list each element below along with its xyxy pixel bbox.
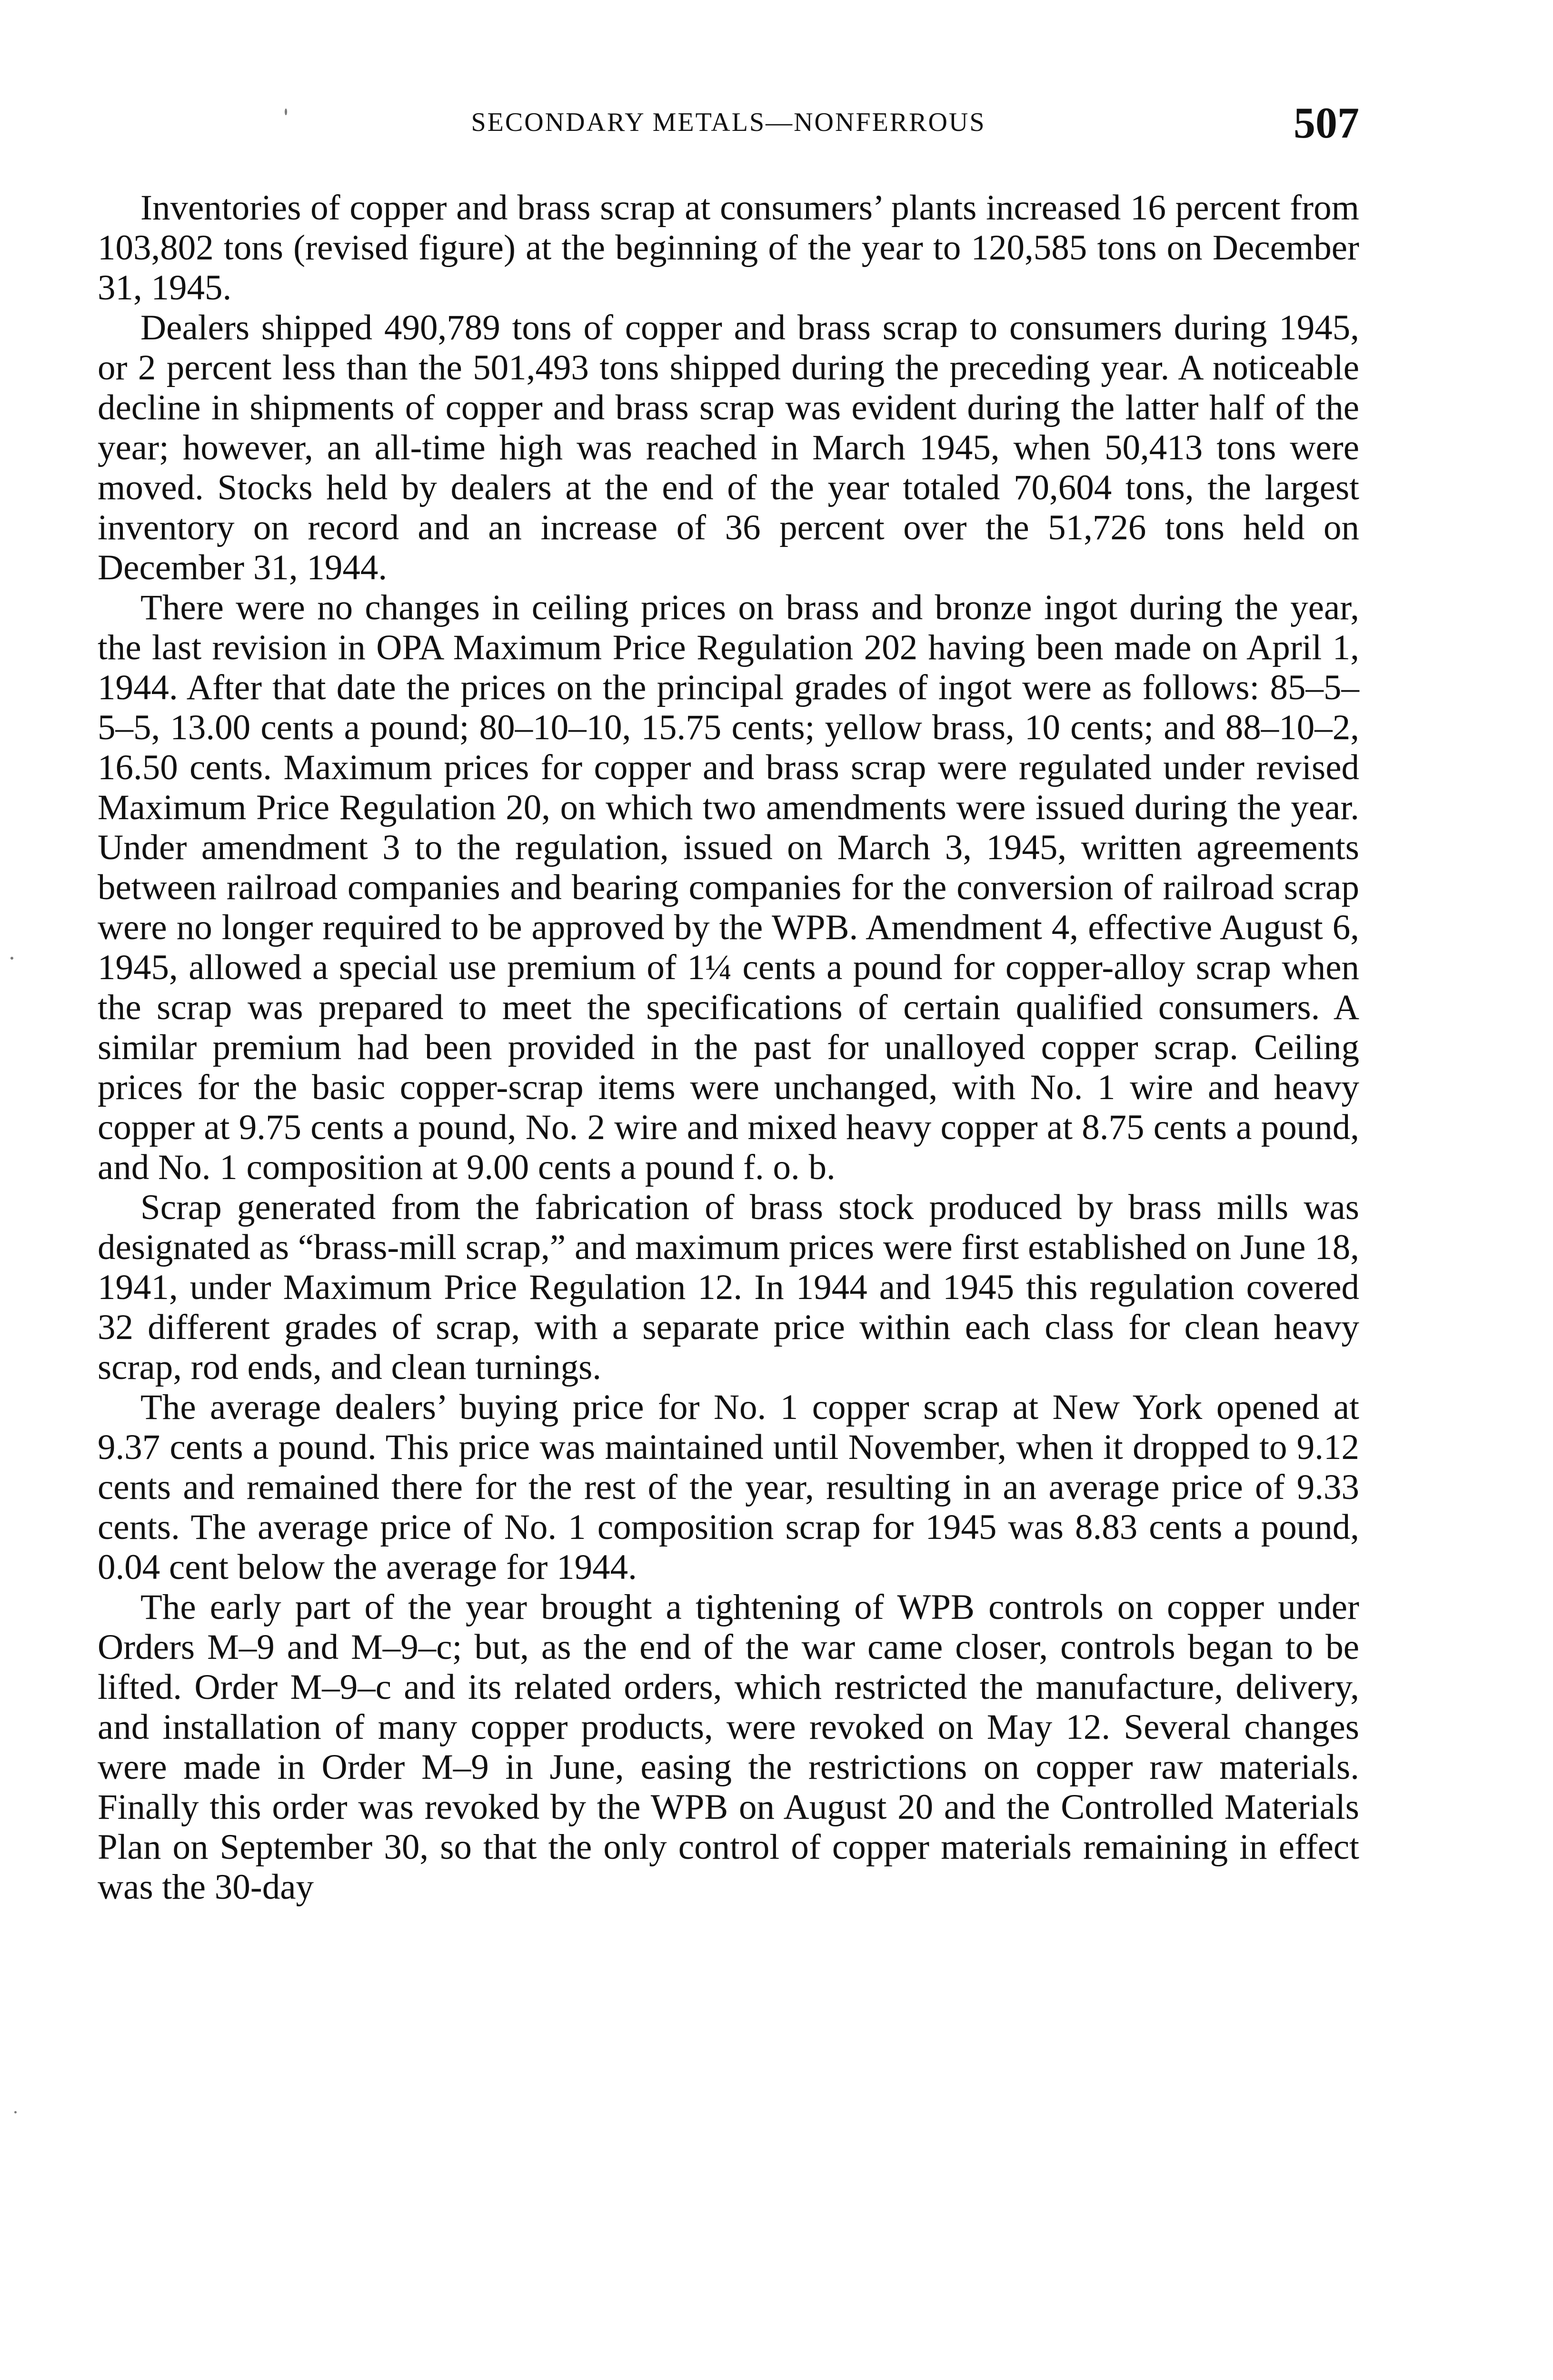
page-number: 507 (1294, 99, 1359, 147)
paragraph-consumer-inventories: Inventories of copper and brass scrap at consumers’ plants increased 16 percent from 103,802 tons (revised figure) at the beginning of the year to 120,585 tons on December 31, 1945. (98, 188, 1359, 307)
page-header (98, 98, 1359, 155)
paragraph-brass-mill-scrap: Scrap generated from the fabrication of brass stock produced by brass mills was designated as “brass-mill scrap,” and maximum prices were first established on June 18, 1941, under Maximum Price Regulation 12. In 1944 and 1945 this regulation covered 32 different grades of scrap, with a separate price within each class for clean heavy scrap, rod ends, and clean turnings. (98, 1188, 1359, 1387)
scan-speck (10, 957, 13, 960)
body-text (98, 188, 1359, 1907)
scan-speck (285, 109, 287, 115)
paragraph-dealer-shipments: Dealers shipped 490,789 tons of copper and brass scrap to consumers during 1945, or 2 percent less than the 501,493 tons shipped during the preceding year. A noticeable decline in shipments of copper and brass scrap was evident during the latter half of the year; however, an all-time high was reached in March 1945, when 50,413 tons were moved. Stocks held by dealers at the end of the year totaled 70,604 tons, the largest inventory on record and an increase of 36 percent over the 51,726 tons held on December 31, 1944. (98, 308, 1359, 587)
scan-speck (14, 2111, 17, 2113)
paragraph-average-prices: The average dealers’ buying price for No. 1 copper scrap at New York opened at 9.37 cents a pound. This price was maintained until November, when it dropped to 9.12 cents and remained there for the rest of the year, resulting in an average price of 9.33 cents. The average price of No. 1 composition scrap for 1945 was 8.83 cents a pound, 0.04 cent below the average for 1944. (98, 1388, 1359, 1587)
running-head: SECONDARY METALS—NONFERROUS (471, 108, 986, 137)
paragraph-ceiling-prices: There were no changes in ceiling prices on brass and bronze ingot during the year, the last revision in OPA Maximum Price Regulation 202 having been made on April 1, 1944. After that date the prices on the principal grades of ingot were as follows: 85–5–5–5, 13.00 cents a pound; 80–10–10, 15.75 cents; yellow brass, 10 cents; and 88–10–2, 16.50 cents. Maximum prices for copper and brass scrap were regulated under revised Maximum Price Regulation 20, on which two amendments were issued during the year. Under amendment 3 to the regulation, issued on March 3, 1945, written agreements between railroad companies and bearing companies for the conversion of railroad scrap were no longer required to be approved by the WPB. Amendment 4, effective August 6, 1945, allowed a special use premium of 1¼ cents a pound for copper-alloy scrap when the scrap was prepared to meet the specifications of certain qualified consumers. A similar premium had been provided in the past for unalloyed copper scrap. Ceiling prices for the basic copper-scrap items were unchanged, with No. 1 wire and heavy copper at 9.75 cents a pound, No. 2 wire and mixed heavy copper at 8.75 cents a pound, and No. 1 composition at 9.00 cents a pound f. o. b. (98, 588, 1359, 1187)
paragraph-wpb-controls: The early part of the year brought a tightening of WPB controls on copper under Orders M–9 and M–9–c; but, as the end of the war came closer, controls began to be lifted. Order M–9–c and its related orders, which restricted the manufacture, delivery, and installation of many copper products, were revoked on May 12. Several changes were made in Order M–9 in June, easing the restrictions on copper raw materials. Finally this order was revoked by the WPB on August 20 and the Controlled Materials Plan on September 30, so that the only control of copper materials remaining in effect was the 30-day (98, 1587, 1359, 1907)
